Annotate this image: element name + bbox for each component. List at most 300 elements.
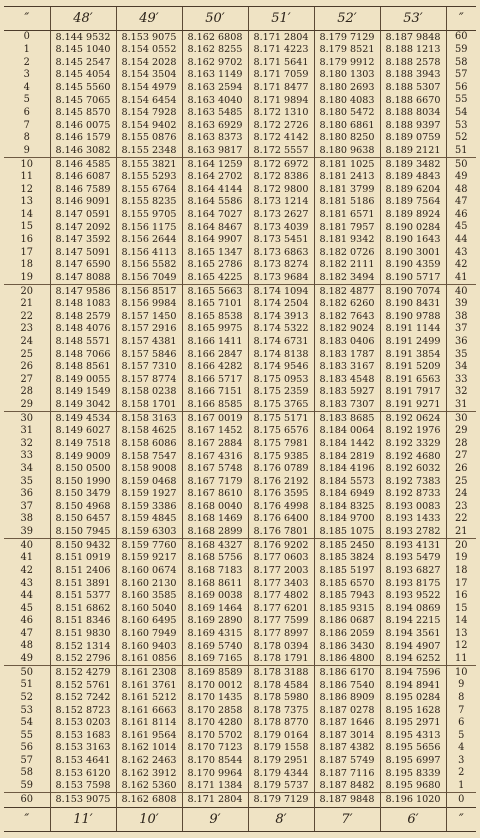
table-row xyxy=(4,183,476,196)
log-value-cell: 8.168 0040 xyxy=(182,500,248,513)
seconds-left: 53 xyxy=(20,704,33,716)
log-value-cell: 8.152 7242 xyxy=(50,692,116,705)
log-value-cell: 8.154 4979 xyxy=(116,81,182,94)
log-value-cell: 8.186 6170 xyxy=(314,666,380,679)
table-row xyxy=(4,119,476,132)
log-value-cell: 8.187 1646 xyxy=(314,717,380,730)
log-value-cell: 8.150 1990 xyxy=(50,475,116,488)
seconds-right: 12 xyxy=(446,640,476,653)
column-header: 52′ xyxy=(314,7,380,31)
seconds-left: 34 xyxy=(20,463,33,475)
column-footer: 7′ xyxy=(314,808,380,832)
log-value-cell: 8.167 8610 xyxy=(182,488,248,501)
log-value-cell: 8.184 2819 xyxy=(314,450,380,463)
seconds-right: 59 xyxy=(446,44,476,57)
log-value-cell: 8.159 7760 xyxy=(116,539,182,552)
log-value-cell: 8.145 5560 xyxy=(50,81,116,94)
seconds-right: 1 xyxy=(446,780,476,793)
log-value-cell: 8.152 5761 xyxy=(50,679,116,692)
log-value-cell: 8.187 3014 xyxy=(314,729,380,742)
log-value-cell: 8.187 7116 xyxy=(314,767,380,780)
seconds-left: 49 xyxy=(20,653,33,665)
log-value-cell: 8.182 6260 xyxy=(314,298,380,311)
log-value-cell: 8.165 9975 xyxy=(182,323,248,336)
log-value-cell: 8.188 9397 xyxy=(380,119,446,132)
log-value-cell: 8.175 3765 xyxy=(248,398,314,411)
seconds-right: 45 xyxy=(446,221,476,234)
log-value-cell: 8.179 8521 xyxy=(314,44,380,57)
log-value-cell: 8.160 3585 xyxy=(116,590,182,603)
log-value-cell: 8.151 6862 xyxy=(50,602,116,615)
seconds-left: 37 xyxy=(20,500,33,512)
log-value-cell: 8.178 8770 xyxy=(248,717,314,730)
log-value-cell: 8.153 4641 xyxy=(50,755,116,768)
log-value-cell: 8.171 9894 xyxy=(248,94,314,107)
log-value-cell: 8.189 2121 xyxy=(380,144,446,157)
seconds-left: 52 xyxy=(20,692,33,703)
log-value-cell: 8.159 1927 xyxy=(116,488,182,501)
table-row xyxy=(4,285,476,298)
log-value-cell: 8.190 3001 xyxy=(380,246,446,259)
log-value-cell: 8.190 7074 xyxy=(380,285,446,298)
column-header: 53′ xyxy=(380,7,446,31)
log-value-cell: 8.151 5377 xyxy=(50,590,116,603)
log-value-cell: 8.193 0083 xyxy=(380,500,446,513)
log-value-cell: 8.170 2858 xyxy=(182,704,248,717)
seconds-left: 35 xyxy=(20,475,33,487)
log-value-cell: 8.170 5702 xyxy=(182,729,248,742)
seconds-left: 55 xyxy=(20,729,33,741)
seconds-left: 23 xyxy=(20,323,33,335)
seconds-left: 46 xyxy=(20,615,33,627)
log-value-cell: 8.191 9271 xyxy=(380,398,446,411)
log-value-cell: 8.169 0038 xyxy=(182,590,248,603)
table-row xyxy=(4,398,476,411)
seconds-right: 24 xyxy=(446,488,476,501)
log-value-cell: 8.188 5307 xyxy=(380,81,446,94)
log-value-cell: 8.178 1791 xyxy=(248,653,314,666)
table-row xyxy=(4,590,476,603)
log-value-cell: 8.181 1025 xyxy=(314,158,380,171)
table-row xyxy=(4,755,476,768)
table-row xyxy=(4,488,476,501)
log-value-cell: 8.191 1144 xyxy=(380,323,446,336)
log-value-cell: 8.172 2726 xyxy=(248,119,314,132)
log-value-cell: 8.172 8386 xyxy=(248,171,314,184)
table-row xyxy=(4,171,476,184)
seconds-right: 34 xyxy=(446,361,476,374)
seconds-left: 36 xyxy=(20,488,33,500)
table-row xyxy=(4,679,476,692)
log-value-cell: 8.193 2782 xyxy=(380,526,446,539)
seconds-right: 13 xyxy=(446,627,476,640)
seconds-left: 18 xyxy=(20,259,33,271)
log-value-cell: 8.148 7066 xyxy=(50,348,116,361)
seconds-right: 55 xyxy=(446,94,476,107)
log-value-cell: 8.196 1020 xyxy=(380,793,446,808)
column-footer: 10′ xyxy=(116,808,182,832)
seconds-left: 19 xyxy=(20,271,33,283)
log-value-cell: 8.172 4142 xyxy=(248,132,314,145)
seconds-left: 57 xyxy=(20,754,33,766)
seconds-right: 31 xyxy=(446,398,476,411)
seconds-right: 22 xyxy=(446,513,476,526)
log-value-cell: 8.158 1701 xyxy=(116,398,182,411)
log-value-cell: 8.171 2804 xyxy=(182,793,248,808)
log-value-cell: 8.184 4196 xyxy=(314,463,380,476)
seconds-left: 28 xyxy=(20,386,33,398)
log-value-cell: 8.175 0953 xyxy=(248,373,314,386)
log-value-cell: 8.180 8250 xyxy=(314,132,380,145)
log-value-cell: 8.177 6201 xyxy=(248,602,314,615)
seconds-right: 15 xyxy=(446,602,476,615)
log-value-cell: 8.162 1014 xyxy=(116,742,182,755)
seconds-right: 35 xyxy=(446,348,476,361)
log-value-cell: 8.156 5582 xyxy=(116,259,182,272)
log-value-cell: 8.145 7065 xyxy=(50,94,116,107)
log-value-cell: 8.180 5472 xyxy=(314,107,380,120)
log-value-cell: 8.183 5927 xyxy=(314,386,380,399)
log-value-cell: 8.168 4327 xyxy=(182,539,248,552)
log-value-cell: 8.174 2504 xyxy=(248,298,314,311)
table-row xyxy=(4,221,476,234)
log-value-cell: 8.189 6204 xyxy=(380,183,446,196)
seconds-right: 29 xyxy=(446,425,476,438)
seconds-right: 25 xyxy=(446,475,476,488)
seconds-right: 14 xyxy=(446,615,476,628)
log-value-cell: 8.184 1442 xyxy=(314,437,380,450)
table-row xyxy=(4,653,476,666)
log-value-cell: 8.182 4877 xyxy=(314,285,380,298)
log-value-cell: 8.169 5740 xyxy=(182,640,248,653)
log-value-cell: 8.182 0726 xyxy=(314,246,380,259)
log-value-cell: 8.178 5980 xyxy=(248,692,314,705)
log-value-cell: 8.176 0789 xyxy=(248,463,314,476)
log-value-cell: 8.183 7307 xyxy=(314,398,380,411)
table-row xyxy=(4,602,476,615)
seconds-left: 38 xyxy=(20,513,33,525)
log-value-cell: 8.175 6576 xyxy=(248,425,314,438)
seconds-left: 31 xyxy=(20,425,33,437)
table-row xyxy=(4,615,476,628)
log-value-cell: 8.174 6731 xyxy=(248,336,314,349)
log-value-cell: 8.160 2130 xyxy=(116,577,182,590)
log-value-cell: 8.145 8570 xyxy=(50,107,116,120)
log-value-cell: 8.188 8034 xyxy=(380,107,446,120)
log-value-cell: 8.192 4680 xyxy=(380,450,446,463)
table-row xyxy=(4,500,476,513)
log-value-cell: 8.181 6571 xyxy=(314,209,380,222)
log-value-cell: 8.182 7643 xyxy=(314,310,380,323)
footer-row xyxy=(4,808,476,832)
log-value-cell: 8.147 2092 xyxy=(50,221,116,234)
seconds-right: 58 xyxy=(446,56,476,69)
table-row xyxy=(4,336,476,349)
header-row xyxy=(4,7,476,31)
log-value-cell: 8.163 6929 xyxy=(182,119,248,132)
log-value-cell: 8.155 9705 xyxy=(116,209,182,222)
log-value-cell: 8.163 9817 xyxy=(182,144,248,157)
table-row xyxy=(4,450,476,463)
log-value-cell: 8.195 9680 xyxy=(380,780,446,793)
log-value-cell: 8.145 4054 xyxy=(50,69,116,82)
column-footer: 6′ xyxy=(380,808,446,832)
log-value-cell: 8.165 4225 xyxy=(182,271,248,284)
log-value-cell: 8.154 2028 xyxy=(116,56,182,69)
log-value-cell: 8.182 2111 xyxy=(314,259,380,272)
log-value-cell: 8.186 4800 xyxy=(314,653,380,666)
log-value-cell: 8.170 9964 xyxy=(182,767,248,780)
log-value-cell: 8.194 2215 xyxy=(380,615,446,628)
log-value-cell: 8.161 0856 xyxy=(116,653,182,666)
log-value-cell: 8.160 7949 xyxy=(116,627,182,640)
log-value-cell: 8.173 2627 xyxy=(248,209,314,222)
seconds-right: 26 xyxy=(446,463,476,476)
seconds-right: 51 xyxy=(446,144,476,157)
log-value-cell: 8.162 5360 xyxy=(116,780,182,793)
log-value-cell: 8.191 6563 xyxy=(380,373,446,386)
log-value-cell: 8.154 7928 xyxy=(116,107,182,120)
log-value-cell: 8.157 2916 xyxy=(116,323,182,336)
log-value-cell: 8.170 7123 xyxy=(182,742,248,755)
log-value-cell: 8.149 7518 xyxy=(50,437,116,450)
table-row xyxy=(4,323,476,336)
log-value-cell: 8.190 5717 xyxy=(380,271,446,284)
log-value-cell: 8.158 9008 xyxy=(116,463,182,476)
log-value-cell: 8.195 4313 xyxy=(380,729,446,742)
log-value-cell: 8.172 5557 xyxy=(248,144,314,157)
table-row xyxy=(4,526,476,539)
log-value-cell: 8.159 0468 xyxy=(116,475,182,488)
log-value-cell: 8.193 8175 xyxy=(380,577,446,590)
log-value-cell: 8.174 1094 xyxy=(248,285,314,298)
log-value-cell: 8.153 9075 xyxy=(50,793,116,808)
log-value-cell: 8.146 4585 xyxy=(50,158,116,171)
seconds-left: 8 xyxy=(23,132,30,144)
log-value-cell: 8.177 3403 xyxy=(248,577,314,590)
log-value-cell: 8.186 2059 xyxy=(314,627,380,640)
log-value-cell: 8.167 7179 xyxy=(182,475,248,488)
log-value-cell: 8.172 1310 xyxy=(248,107,314,120)
seconds-right: 18 xyxy=(446,565,476,578)
log-value-cell: 8.167 5748 xyxy=(182,463,248,476)
seconds-right: 41 xyxy=(446,271,476,284)
seconds-right: 50 xyxy=(446,158,476,171)
log-value-cell: 8.163 2594 xyxy=(182,81,248,94)
log-value-cell: 8.184 6949 xyxy=(314,488,380,501)
log-value-cell: 8.164 1259 xyxy=(182,158,248,171)
log-value-cell: 8.165 5663 xyxy=(182,285,248,298)
table-row xyxy=(4,271,476,284)
table-row xyxy=(4,94,476,107)
seconds-right: 48 xyxy=(446,183,476,196)
table-row xyxy=(4,386,476,399)
log-value-cell: 8.190 8431 xyxy=(380,298,446,311)
log-value-cell: 8.162 8255 xyxy=(182,44,248,57)
table-row xyxy=(4,552,476,565)
log-value-cell: 8.189 0759 xyxy=(380,132,446,145)
log-value-cell: 8.169 4315 xyxy=(182,627,248,640)
log-value-cell: 8.178 7375 xyxy=(248,704,314,717)
log-value-cell: 8.187 9848 xyxy=(314,793,380,808)
log-value-cell: 8.185 1075 xyxy=(314,526,380,539)
log-value-cell: 8.150 6457 xyxy=(50,513,116,526)
log-value-cell: 8.193 1433 xyxy=(380,513,446,526)
log-value-cell: 8.195 0284 xyxy=(380,692,446,705)
table-row xyxy=(4,742,476,755)
log-value-cell: 8.149 3042 xyxy=(50,398,116,411)
log-value-cell: 8.194 7596 xyxy=(380,666,446,679)
seconds-right: 23 xyxy=(446,500,476,513)
log-value-cell: 8.195 2971 xyxy=(380,717,446,730)
log-value-cell: 8.185 7943 xyxy=(314,590,380,603)
log-value-cell: 8.153 0203 xyxy=(50,717,116,730)
seconds-right: 30 xyxy=(446,412,476,425)
seconds-right: 36 xyxy=(446,336,476,349)
log-value-cell: 8.144 9532 xyxy=(50,31,116,44)
log-value-cell: 8.193 4131 xyxy=(380,539,446,552)
seconds-right: 38 xyxy=(446,310,476,323)
seconds-right: 0 xyxy=(446,793,476,808)
log-value-cell: 8.188 1213 xyxy=(380,44,446,57)
log-value-cell: 8.160 6495 xyxy=(116,615,182,628)
log-value-cell: 8.179 7129 xyxy=(314,31,380,44)
log-value-cell: 8.187 9848 xyxy=(380,31,446,44)
log-value-cell: 8.158 7547 xyxy=(116,450,182,463)
log-value-cell: 8.171 8477 xyxy=(248,81,314,94)
log-value-cell: 8.190 1643 xyxy=(380,234,446,247)
log-value-cell: 8.167 1452 xyxy=(182,425,248,438)
log-value-cell: 8.188 3943 xyxy=(380,69,446,82)
log-value-cell: 8.180 1303 xyxy=(314,69,380,82)
log-value-cell: 8.183 0406 xyxy=(314,336,380,349)
seconds-left: 3 xyxy=(23,69,30,81)
log-value-cell: 8.185 9315 xyxy=(314,602,380,615)
seconds-right: 47 xyxy=(446,196,476,209)
log-value-cell: 8.185 2450 xyxy=(314,539,380,552)
seconds-left: 30 xyxy=(4,412,50,425)
log-value-cell: 8.184 5573 xyxy=(314,475,380,488)
log-value-cell: 8.149 6027 xyxy=(50,425,116,438)
log-value-cell: 8.146 0075 xyxy=(50,119,116,132)
seconds-left: 48 xyxy=(20,640,33,652)
log-value-cell: 8.170 8544 xyxy=(182,755,248,768)
log-value-cell: 8.161 6663 xyxy=(116,704,182,717)
seconds-right: 3 xyxy=(446,755,476,768)
seconds-right: 2 xyxy=(446,767,476,780)
seconds-right: 8 xyxy=(446,692,476,705)
log-value-cell: 8.179 9912 xyxy=(314,56,380,69)
log-value-cell: 8.159 6303 xyxy=(116,526,182,539)
seconds-left: 60 xyxy=(4,793,50,808)
log-value-cell: 8.167 0019 xyxy=(182,412,248,425)
log-value-cell: 8.162 2463 xyxy=(116,755,182,768)
log-value-cell: 8.151 0919 xyxy=(50,552,116,565)
log-value-cell: 8.166 8585 xyxy=(182,398,248,411)
log-value-cell: 8.163 8373 xyxy=(182,132,248,145)
column-footer: 8′ xyxy=(248,808,314,832)
log-value-cell: 8.149 4534 xyxy=(50,412,116,425)
table-body xyxy=(4,31,476,808)
log-value-cell: 8.186 3430 xyxy=(314,640,380,653)
seconds-left: 54 xyxy=(20,717,33,729)
log-value-cell: 8.179 0164 xyxy=(248,729,314,742)
log-value-cell: 8.186 7540 xyxy=(314,679,380,692)
seconds-left: 25 xyxy=(20,348,33,360)
log-value-cell: 8.171 7059 xyxy=(248,69,314,82)
log-value-cell: 8.158 4625 xyxy=(116,425,182,438)
seconds-right: 49 xyxy=(446,171,476,184)
log-value-cell: 8.193 5479 xyxy=(380,552,446,565)
log-value-cell: 8.146 1579 xyxy=(50,132,116,145)
log-value-cell: 8.155 5293 xyxy=(116,171,182,184)
log-value-cell: 8.153 1683 xyxy=(50,729,116,742)
log-value-cell: 8.182 3494 xyxy=(314,271,380,284)
log-value-cell: 8.176 2192 xyxy=(248,475,314,488)
seconds-right: 37 xyxy=(446,323,476,336)
log-value-cell: 8.190 0284 xyxy=(380,221,446,234)
log-value-cell: 8.179 4344 xyxy=(248,767,314,780)
log-value-cell: 8.166 7151 xyxy=(182,386,248,399)
column-header: 51′ xyxy=(248,7,314,31)
log-value-cell: 8.187 8482 xyxy=(314,780,380,793)
log-value-cell: 8.168 1469 xyxy=(182,513,248,526)
seconds-right: 53 xyxy=(446,119,476,132)
log-value-cell: 8.159 4845 xyxy=(116,513,182,526)
log-value-cell: 8.156 2644 xyxy=(116,234,182,247)
log-value-cell: 8.180 2693 xyxy=(314,81,380,94)
log-value-cell: 8.192 1976 xyxy=(380,425,446,438)
seconds-right: 10 xyxy=(446,666,476,679)
seconds-right: 32 xyxy=(446,386,476,399)
log-value-cell: 8.150 0500 xyxy=(50,463,116,476)
seconds-right: 5 xyxy=(446,729,476,742)
log-value-cell: 8.165 2786 xyxy=(182,259,248,272)
seconds-left: 10 xyxy=(4,158,50,171)
log-value-cell: 8.153 3163 xyxy=(50,742,116,755)
log-value-cell: 8.187 4382 xyxy=(314,742,380,755)
table-row xyxy=(4,348,476,361)
log-value-cell: 8.151 3891 xyxy=(50,577,116,590)
log-value-cell: 8.174 9546 xyxy=(248,361,314,374)
log-value-cell: 8.155 6764 xyxy=(116,183,182,196)
table-row xyxy=(4,107,476,120)
log-value-cell: 8.154 9402 xyxy=(116,119,182,132)
log-value-cell: 8.160 5040 xyxy=(116,602,182,615)
log-value-cell: 8.171 4223 xyxy=(248,44,314,57)
seconds-right: 43 xyxy=(446,246,476,259)
seconds-left: 4 xyxy=(23,81,30,93)
table-row xyxy=(4,577,476,590)
log-value-cell: 8.178 0394 xyxy=(248,640,314,653)
log-value-cell: 8.156 8517 xyxy=(116,285,182,298)
table-row xyxy=(4,437,476,450)
table-row xyxy=(4,310,476,323)
log-value-cell: 8.194 8941 xyxy=(380,679,446,692)
log-value-cell: 8.183 8685 xyxy=(314,412,380,425)
table-row xyxy=(4,259,476,272)
seconds-corner-label: ″ xyxy=(446,808,476,832)
seconds-right: 52 xyxy=(446,132,476,145)
log-value-cell: 8.189 8924 xyxy=(380,209,446,222)
seconds-left: 5 xyxy=(23,94,30,106)
log-value-cell: 8.151 2406 xyxy=(50,565,116,578)
log-value-cell: 8.164 5586 xyxy=(182,196,248,209)
seconds-left: 32 xyxy=(20,437,33,449)
log-value-cell: 8.161 3761 xyxy=(116,679,182,692)
table-row xyxy=(4,132,476,145)
log-value-cell: 8.173 1214 xyxy=(248,196,314,209)
